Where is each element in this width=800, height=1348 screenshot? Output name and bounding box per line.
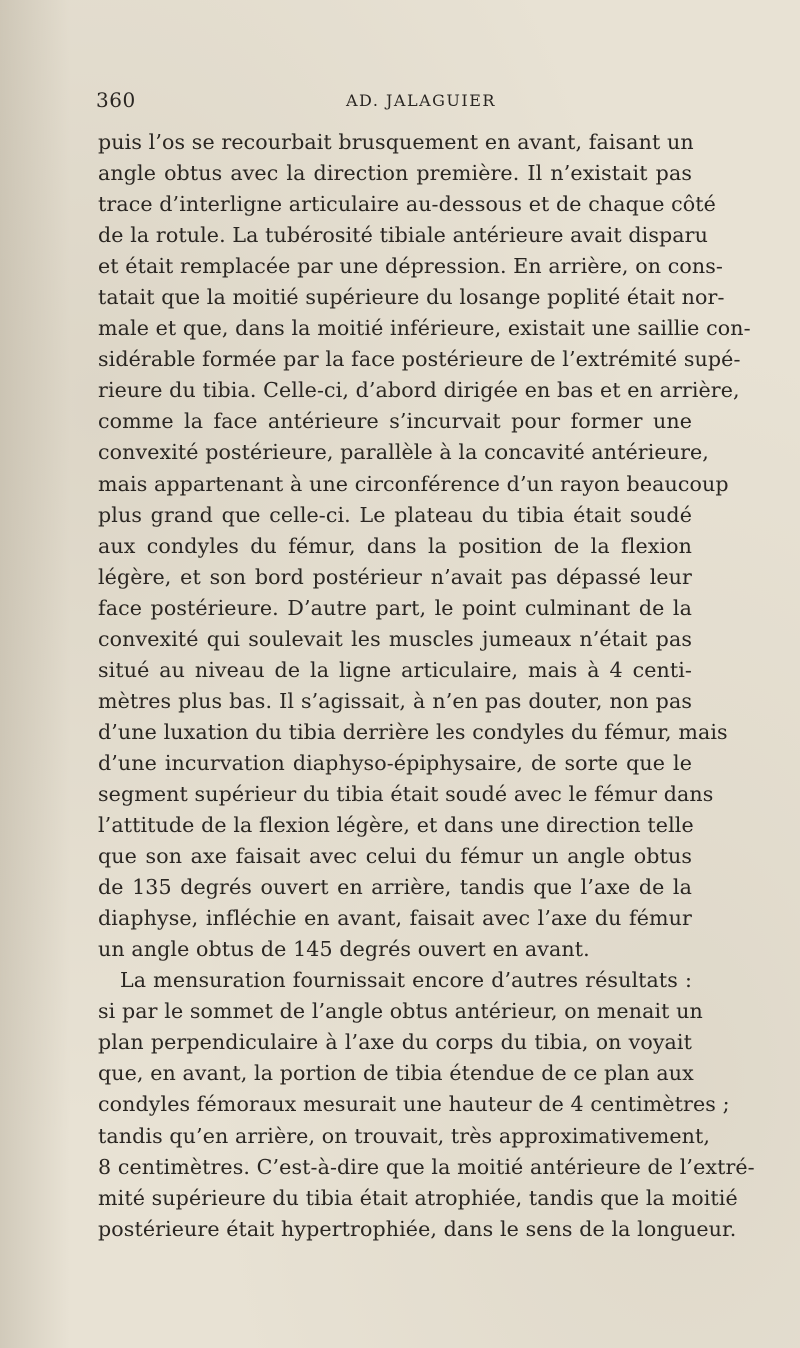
body-text [98,127,755,1245]
text-line: d’une luxation du tibia derrière les condyles du fémur, mais [98,719,728,744]
running-head: AD. JALAGUIER [346,91,496,110]
text-line: mais appartenant à une circonférence d’un rayon beaucoup [98,471,729,496]
text-line: plus grand que celle-ci. Le plateau du tibia était soudé [98,502,692,527]
text-line: l’attitude de la flexion légère, et dans une direction telle [98,813,694,838]
text-line: situé au niveau de la ligne articulaire, mais à 4 centi- [98,657,692,682]
text-line: postérieure était hypertrophiée, dans le sens de la longueur. [98,1216,737,1241]
page-number: 360 [96,88,136,112]
text-line: que, en avant, la portion de tibia étendue de ce plan aux [98,1061,694,1086]
text-line: tatait que la moitié supérieure du losange poplité était nor- [98,285,725,310]
text-line: 8 centimètres. C’est-à-dire que la moitié antérieure de l’extré- [98,1154,755,1179]
text-line: convexité postérieure, parallèle à la concavité antérieure, [98,440,709,465]
text-line: sidérable formée par la face postérieure de l’extrémité supé- [98,347,741,372]
text-line: et était remplacée par une dépression. En arrière, on cons- [98,254,723,279]
text-line: rieure du tibia. Celle-ci, d’abord dirigée en bas et en arrière, [98,378,740,403]
text-line: de 135 degrés ouvert en arrière, tandis que l’axe de la [98,875,692,900]
text-line: un angle obtus de 145 degrés ouvert en avant. [98,937,590,962]
text-line: face postérieure. D’autre part, le point culminant de la [98,595,692,620]
text-line: La mensuration fournissait encore d’autres résultats : [120,968,692,993]
text-line: d’une incurvation diaphyso-épiphysaire, de sorte que le [98,750,692,775]
text-line: tandis qu’en arrière, on trouvait, très approximativement, [98,1123,711,1148]
text-line: aux condyles du fémur, dans la position de la flexion [98,533,692,558]
text-line: mètres plus bas. Il s’agissait, à n’en pas douter, non pas [98,688,692,713]
text-line: mité supérieure du tibia était atrophiée, tandis que la moitié [98,1185,738,1210]
text-line: diaphyse, infléchie en avant, faisait avec l’axe du fémur [98,906,692,931]
text-line: segment supérieur du tibia était soudé avec le fémur dans [98,781,714,806]
text-line: que son axe faisait avec celui du fémur un angle obtus [98,844,692,869]
text-line: trace d’interligne articulaire au-dessous et de chaque côté [98,192,716,217]
page-header [96,88,716,116]
text-line: condyles fémoraux mesurait une hauteur de 4 centimètres ; [98,1092,730,1117]
text-line: puis l’os se recourbait brusquement en avant, faisant un [98,130,694,154]
text-line: male et que, dans la moitié inférieure, existait une saillie con- [98,316,751,341]
text-line: angle obtus avec la direction première. Il n’existait pas [98,161,692,186]
text-line: si par le sommet de l’angle obtus antérieur, on menait un [98,999,703,1024]
text-line: plan perpendiculaire à l’axe du corps du tibia, on voyait [98,1030,692,1055]
text-line: légère, et son bord postérieur n’avait pas dépassé leur [98,564,692,589]
text-line: comme la face antérieure s’incurvait pour former une [98,409,692,434]
text-line: de la rotule. La tubérosité tibiale antérieure avait disparu [98,223,708,248]
text-line: convexité qui soulevait les muscles jumeaux n’était pas [98,626,692,651]
